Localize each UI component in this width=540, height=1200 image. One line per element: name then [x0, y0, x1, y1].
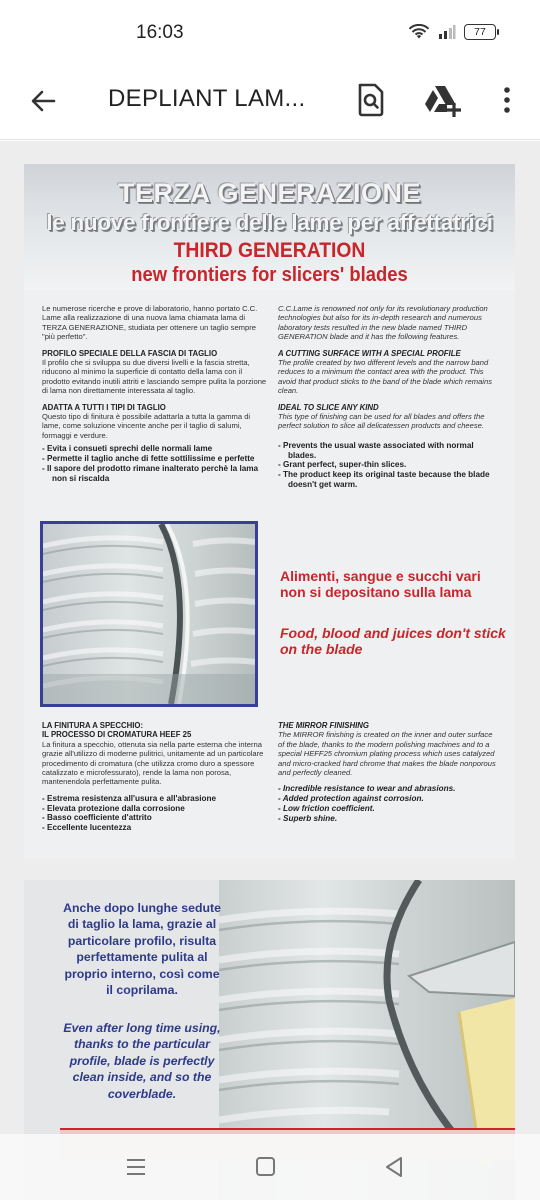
english-heading-2: IDEAL TO SLICE ANY KIND — [278, 402, 379, 412]
home-button[interactable] — [256, 1157, 275, 1176]
english-bullets-2 — [278, 784, 500, 823]
list-item: - Basso coefficiente d'attrito — [42, 813, 152, 823]
list-item: - Elevata protezione dalla corrosione — [42, 803, 185, 813]
english-paragraph-3: The MIRROR finishing is created on the inner and outer surface of the blade, thanks to the modern polishing machines and to a special HEFF25 chromium plating process which uses catalyzed and micro-cracked hard chrome that makes the blade nonporous and perfectly cleaned. — [278, 730, 496, 778]
page2-text-italian: Anche dopo lunghe sedute di taglio la lama, grazie al particolare profilo, risulta perfettamente pulita al proprio interno, così come il coprilama. — [63, 901, 221, 998]
list-item: - Il sapore del prodotto rimane inalterato perchè la lama non si riscalda — [42, 463, 259, 483]
list-item: - Eccellente lucentezza — [42, 823, 132, 833]
list-item: - Superb shine. — [278, 813, 338, 823]
list-item: - The product keep its original taste because the blade doesn't get warm. — [278, 470, 490, 490]
blade-closeup-photo — [40, 521, 258, 707]
add-to-drive-button[interactable] — [424, 84, 462, 118]
list-item: - Incredible resistance to wear and abrasions. — [278, 784, 456, 794]
app-bar — [0, 66, 540, 140]
list-item: - Estrema resistenza all'usura e all'abrasione — [42, 793, 217, 803]
wifi-icon — [408, 24, 430, 40]
italian-paragraph-2: Questo tipo di finitura è possibile adattarla a tutta la gamma di lame, come soluzione vincente anche per il taglio di salumi, formaggi e verdure. — [42, 412, 251, 440]
english-heading-3: THE MIRROR FINISHING — [278, 721, 369, 730]
more-options-button[interactable] — [498, 82, 516, 118]
italian-heading-1: PROFILO SPECIALE DELLA FASCIA DI TAGLIO — [42, 348, 218, 358]
english-bullets — [278, 441, 496, 490]
list-item: - Permette il taglio anche di fette sottilissime e perfette — [42, 454, 255, 464]
document-page-1 — [24, 164, 515, 859]
list-item: - Prevents the usual waste associated with normal blades. — [278, 440, 474, 460]
italian-column-top — [42, 304, 268, 483]
title-english-1: THIRD GENERATION — [173, 239, 366, 262]
triangle-back-icon — [384, 1156, 404, 1178]
italian-paragraph-3: La finitura a specchio, ottenuta sia nella parte esterna che interna grazie all'utilizzo di moderne pulitrici, unitamente ad un particolare procedimento di cromatura (che utilizza cromo duro a spessore catalizzato e microfessurato), rende la lama non porosa, mantenendola perfettamente pulita. — [42, 739, 264, 787]
italian-bullets-2 — [42, 794, 272, 833]
italian-heading-2: ADATTA A TUTTI I TIPI DI TAGLIO — [42, 402, 166, 412]
italian-heading-3: LA FINITURA A SPECCHIO: — [42, 721, 144, 730]
list-item: - Added protection against corrosion. — [278, 794, 424, 804]
document-viewer[interactable] — [0, 141, 540, 1200]
nav-back-button[interactable] — [384, 1156, 404, 1178]
list-item: - Low friction coefficient. — [278, 804, 375, 814]
italian-column-bottom — [42, 721, 272, 833]
english-paragraph-2: This type of finishing can be used for all blades and offers the perfect solution to slice all delicatessen products and cheese. — [278, 412, 485, 431]
battery-icon — [464, 24, 496, 40]
title-italian-2: le nuove frontiere delle lame per affettatrici — [46, 210, 493, 235]
page2-text-english: Even after long time using, thanks to the particular profile, blade is perfectly clean inside, and so the coverblade. — [63, 1021, 221, 1101]
document-title: DEPLIANT LAM... — [108, 85, 306, 112]
title-english-2: new frontiers for slicers' blades — [131, 264, 408, 286]
highlight-italian: Alimenti, sangue e succhi vari non si depositano sulla lama — [280, 568, 481, 600]
italian-bullets — [42, 444, 268, 483]
arrow-back-icon — [26, 83, 62, 119]
highlight-english: Food, blood and juices don't stick on the blade — [280, 625, 506, 657]
more-vert-icon — [498, 82, 516, 118]
status-bar — [0, 0, 540, 66]
navigation-bar — [0, 1134, 540, 1200]
back-button[interactable] — [26, 83, 62, 119]
title-italian-1: TERZA GENERAZIONE — [117, 178, 421, 208]
add-to-drive-icon — [424, 84, 462, 118]
english-intro: C.C.Lame is renowned not only for its revolutionary production technologies but also for its in-depth research and numerous laboratory tests resulted in the new blade named THIRD GENERATION blade and it has the following features. — [278, 304, 488, 342]
list-item: - Evita i consueti sprechi delle normali lame — [42, 444, 213, 454]
system-icons — [408, 24, 496, 40]
list-item: - Grant perfect, super-thin slices. — [278, 460, 407, 470]
blade-surface-illustration — [43, 524, 255, 704]
menu-lines-icon — [126, 1158, 146, 1176]
signal-icon — [438, 24, 456, 40]
status-time: 16:03 — [136, 22, 184, 43]
english-paragraph-1: The profile created by two different levels and the narrow band reduces to a minimum the contact area with the product. This avoid that product sticks to the band of the blade which remains clean. — [278, 358, 493, 396]
italian-heading-4: IL PROCESSO DI CROMATURA HEEF 25 — [42, 730, 192, 740]
recent-apps-button[interactable] — [126, 1158, 146, 1176]
english-column-top — [278, 304, 496, 490]
find-in-document-icon — [356, 82, 386, 118]
italian-paragraph-1: Il profilo che si sviluppa su due diversi livelli e la fascia stretta, riducono al minimo la superficie di contatto della lama con il prodotto evitando inutili attriti e lasciando sempre pulita la porzione di lama non direttamente interessata al taglio. — [42, 358, 267, 396]
find-in-document-button[interactable] — [356, 82, 386, 118]
battery-level: 77 — [474, 26, 486, 38]
english-column-bottom — [278, 721, 500, 824]
italian-intro: Le numerose ricerche e prove di laboratorio, hanno portato C.C. Lame alla realizzazione di una nuova lama chiamata lama di TERZA GENERAZIONE, studiata per ottenere un taglio sempre "più perfetto". — [42, 304, 258, 342]
english-heading-1: A CUTTING SURFACE WITH A SPECIAL PROFILE — [278, 348, 461, 358]
